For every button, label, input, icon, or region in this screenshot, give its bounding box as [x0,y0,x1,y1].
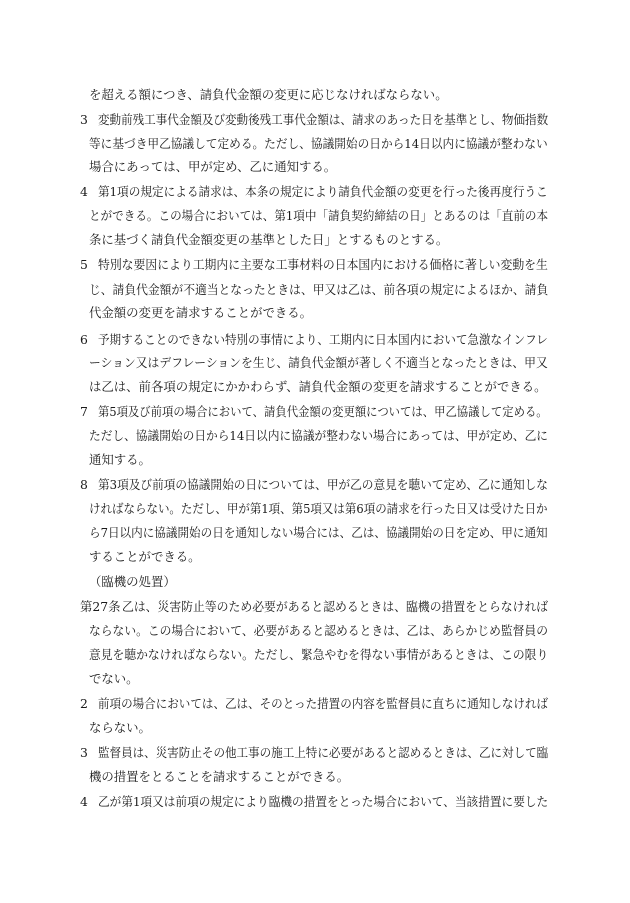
paragraph-number: 4 [80,794,88,809]
line-text: でない。 [89,671,139,686]
text-line [0,523,630,543]
paragraph-3 [0,110,630,130]
line-text: ならない。 [89,720,151,735]
text-line [0,718,630,738]
line-text: 等に基づき甲乙協議して定める。ただし、協議開始の日から14日以内に協議が整わない [89,136,548,151]
line-text: 乙が第1項又は前項の規定により臨機の措置をとった場合において、当該措置に要した [98,794,549,809]
line-text: 予期することのできない特別の事情により、工期内に日本国内において急激なインフレ [98,332,548,347]
text-line [0,134,630,154]
line-text: じ、請負代金額が不適当となったときは、甲又は乙は、前各項の規定によるほか、請負 [89,282,549,297]
line-text: 乙は、災害防止等のため必要があると認めるときは、臨機の措置をとらなければ [122,599,549,614]
line-text: 場合にあっては、甲が定め、乙に通知する。 [89,159,337,174]
paragraph-number: 4 [80,184,88,199]
line-text: 特別な要因により工期内に主要な工事材料の日本国内における価格に著しい変動を生 [98,257,548,272]
paragraph-3b [0,743,630,763]
text-line [0,230,630,250]
paragraph-number: 8 [80,477,88,492]
line-text: 通知する。 [89,452,151,467]
text-line [0,353,630,373]
text-line [0,157,630,177]
text-line [0,621,630,641]
line-text: 第1項の規定による請求は、本条の規定により請負代金額の変更を行った後再度行うこ [98,184,548,199]
line-text: ならない。この場合において、必要があると認めるときは、乙は、あらかじめ監督員の [89,623,548,638]
paragraph-5 [0,255,630,275]
text-line [0,303,630,323]
text-line [0,280,630,300]
paragraph-7 [0,402,630,422]
paragraph-2 [0,694,630,714]
text-line [0,767,630,787]
paragraph-4 [0,182,630,202]
line-text: 代金額の変更を請求することができる。 [89,305,313,320]
paragraph-number: 6 [80,332,88,347]
text-line [0,450,630,470]
line-text: 第5項及び前項の場合において、請負代金額の変更額については、甲乙協議して定める。 [98,404,548,419]
line-text: 変動前残工事代金額及び変動後残工事代金額は、請求のあった日を基準とし、物価指数 [98,112,549,127]
line-text: することができる。 [89,549,201,564]
text-line [0,206,630,226]
paragraph-number: 3 [80,745,88,760]
article-number: 第27条 [80,599,121,614]
text-line [0,499,630,519]
line-text: ら7日以内に協議開始の日を通知しない場合には、乙は、協議開始の日を定め、甲に通知 [89,525,548,540]
text-line [0,547,630,567]
heading-text: （臨機の処置） [89,574,176,589]
line-text: 意見を聴かなければならない。ただし、緊急やむを得ない事情があるときは、この限り [89,647,549,662]
paragraph-6 [0,330,630,350]
line-text: 前項の場合においては、乙は、そのとった措置の内容を監督員に直ちに通知しなければ [98,696,549,711]
line-text: 第3項及び前項の協議開始の日については、甲が乙の意見を聴いて定め、乙に通知しな [98,477,548,492]
paragraph-number: 2 [80,696,88,711]
text-line [0,645,630,665]
text-line [0,85,630,105]
line-text: ければならない。ただし、甲が第1項、第5項又は第6項の請求を行った日又は受けた日か [89,501,548,516]
line-text: を超える額につき、請負代金額の変更に応じなければならない。 [89,87,448,102]
section-heading [0,572,630,592]
line-text: 監督員は、災害防止その他工事の施工上特に必要があると認めるときは、乙に対して臨 [98,745,549,760]
text-line [0,377,630,397]
line-text: ただし、協議開始の日から14日以内に協議が整わない場合にあっては、甲が定め、乙に [89,428,548,443]
paragraph-4b [0,792,630,812]
article-27 [0,597,630,617]
paragraph-8 [0,475,630,495]
line-text: 条に基づく請負代金額変更の基準とした日」とするものとする。 [89,232,449,247]
text-line [0,669,630,689]
line-text: は乙は、前各項の規定にかかわらず、請負代金額の変更を請求することができる。 [89,379,547,394]
paragraph-number: 3 [80,112,88,127]
paragraph-number: 7 [80,404,88,419]
line-text: とができる。この場合においては、第1項中「請負契約締結の日」とあるのは「直前の本 [89,208,549,223]
line-text: ーション又はデフレーションを生じ、請負代金額が著しく不適当となったときは、甲又 [89,355,548,370]
text-line [0,426,630,446]
line-text: 機の措置をとることを請求することができる。 [89,769,350,784]
paragraph-number: 5 [80,257,88,272]
